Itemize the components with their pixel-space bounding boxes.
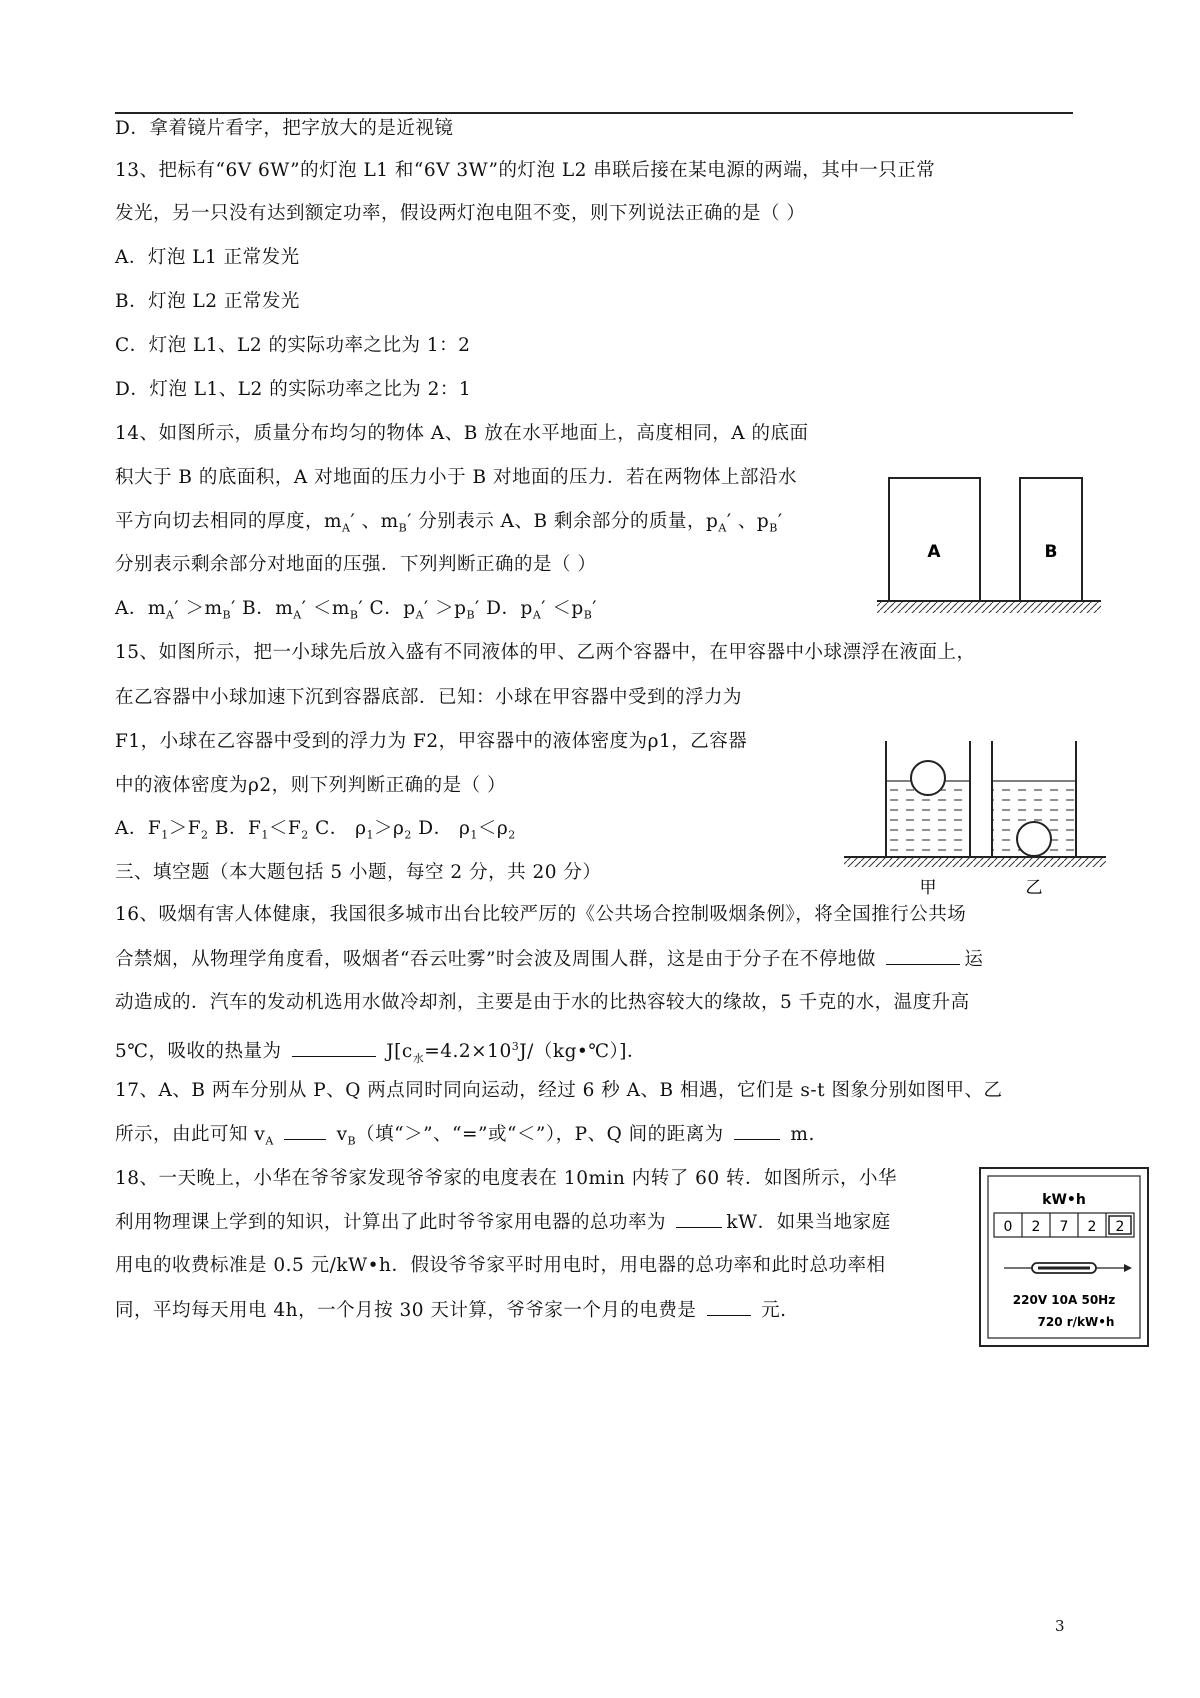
floating-ball	[911, 761, 945, 795]
answer-blank[interactable]	[707, 1297, 751, 1316]
q14-stem-line2: 积大于 B 的底面积，A 对地面的压力小于 B 对地面的压力．若在两物体上部沿水	[115, 467, 797, 488]
answer-blank[interactable]	[886, 946, 960, 965]
answer-blank[interactable]	[676, 1209, 722, 1228]
q15-stem-line1: 15、如图所示，把一小球先后放入盛有不同液体的甲、乙两个容器中，在甲容器中小球漂浮在液面上，	[115, 642, 976, 663]
header-rule	[115, 112, 1073, 114]
q18-stem-line1: 18、一天晚上，小华在爷爷家发现爷爷家的电度表在 10min 内转了 60 转．如图所示，小华	[115, 1168, 898, 1189]
q17-stem-line1: 17、A、B 两车分别从 P、Q 两点同时同向运动，经过 6 秒 A、B 相遇，它们是 s-t 图象分别如图甲、乙	[115, 1080, 1003, 1101]
meter-spec: 220V 10A 50Hz	[1012, 1293, 1116, 1307]
section-3-title: 三、填空题（本大题包括 5 小题，每空 2 分，共 20 分）	[115, 862, 602, 883]
q14-figure	[873, 470, 1105, 620]
q15-figure	[840, 735, 1115, 900]
q18-stem-line3: 用电的收费标准是 0.5 元/kW•h．假设爷爷家平时用电时，用电器的总功率和此时总功率相	[115, 1255, 886, 1276]
q13-option-d: D．灯泡 L1、L2 的实际功率之比为 2：1	[115, 379, 472, 400]
q13-stem-line1: 13、把标有“6V 6W”的灯泡 L1 和“6V 3W”的灯泡 L2 串联后接在某电源的两端，其中一只正常	[115, 160, 936, 181]
ground-hatching	[844, 857, 1106, 867]
q16-stem-line3: 动造成的．汽车的发动机选用水做冷却剂，主要是由于水的比热容较大的缘故，5 千克的水，温度升高	[115, 992, 970, 1013]
q16-stem-line4: 5℃，吸收的热量为 $J[c_水=4.2\times 10^3J/(kg•℃)]$．	[115, 1040, 646, 1065]
meter-digit-3: 7	[1059, 1219, 1069, 1235]
ground-hatching	[877, 601, 1101, 613]
container-1-label: 甲	[919, 878, 937, 898]
meter-digits	[994, 1213, 1134, 1237]
q15-options: A．$F_1>F_2$ B．$F_1<F_2$ C． $\rho_1>\rho_2$ D． $\rho_1<\rho_2$	[115, 818, 516, 842]
meter-unit: kW•h	[1042, 1192, 1086, 1208]
meter-digit-4: 2	[1087, 1219, 1097, 1235]
q14-options: A．$m_A' >m_B'$ B．$m_A' <m_B'$ C．$p_A' >p_B'$ D．$p_A' <p_B'$	[115, 598, 597, 622]
electricity-meter-figure	[978, 1166, 1150, 1348]
q13-stem-line2: 发光，另一只没有达到额定功率，假设两灯泡电阻不变，则下列说法正确的是（ ）	[115, 203, 806, 224]
q17-stem-line2: 所示，由此可知 $v_A$ $v_B$（填“＞”、“=”或“＜”），P、Q 间的距离为 m.	[115, 1121, 815, 1155]
q15-stem-line2: 在乙容器中小球加速下沉到容器底部．已知：小球在甲容器中受到的浮力为	[115, 687, 743, 708]
block-b-label: B	[1044, 542, 1058, 562]
page-number: 3	[1055, 1617, 1065, 1635]
meter-digit-1: 0	[1003, 1219, 1013, 1235]
block-a	[889, 478, 980, 601]
q15-stem-line4: 中的液体密度为ρ2，则下列判断正确的是（ ）	[115, 775, 507, 796]
q12-option-d: D．拿着镜片看字，把字放大的是近视镜	[115, 118, 454, 139]
q13-option-a: A．灯泡 L1 正常发光	[115, 247, 300, 268]
q14-stem-line3: 平方向切去相同的厚度，$m_A'$ 、$m_B'$ 分别表示 A、B 剩余部分的质量，$p_A'$ 、$p_B'$	[115, 511, 783, 535]
q18-stem-line4: 同，平均每天用电 4h，一个月按 30 天计算，爷爷家一个月的电费是 元.	[115, 1297, 787, 1324]
q13-option-b: B．灯泡 L2 正常发光	[115, 291, 300, 312]
answer-blank[interactable]	[734, 1121, 780, 1140]
q14-stem-line1: 14、如图所示，质量分布均匀的物体 A、B 放在水平地面上，高度相同，A 的底面	[115, 423, 809, 444]
meter-digit-2: 2	[1031, 1219, 1041, 1235]
q13-option-c: C．灯泡 L1、L2 的实际功率之比为 1：2	[115, 335, 471, 356]
q18-stem-line2: 利用物理课上学到的知识，计算出了此时爷爷家用电器的总功率为 kW．如果当地家庭	[115, 1209, 891, 1236]
q15-stem-line3: F1，小球在乙容器中受到的浮力为 F2，甲容器中的液体密度为ρ1，乙容器	[115, 731, 748, 752]
answer-blank[interactable]	[292, 1038, 376, 1057]
container-2-label: 乙	[1025, 878, 1043, 898]
meter-digit-5: 2	[1115, 1219, 1125, 1235]
answer-blank[interactable]	[284, 1121, 326, 1140]
meter-rate: 720 r/kW•h	[1037, 1315, 1115, 1329]
block-a-label: A	[927, 542, 941, 562]
block-b	[1020, 478, 1082, 601]
q16-stem-line1: 16、吸烟有害人体健康，我国很多城市出台比较严厉的《公共场合控制吸烟条例》，将全国推行公共场	[115, 904, 967, 925]
sunk-ball	[1017, 822, 1051, 856]
q14-stem-line4: 分别表示剩余部分对地面的压强．下列判断正确的是（ ）	[115, 554, 597, 575]
q16-stem-line2: 合禁烟，从物理学角度看，吸烟者“吞云吐雾”时会波及周围人群，这是由于分子在不停地做 运	[115, 946, 983, 973]
